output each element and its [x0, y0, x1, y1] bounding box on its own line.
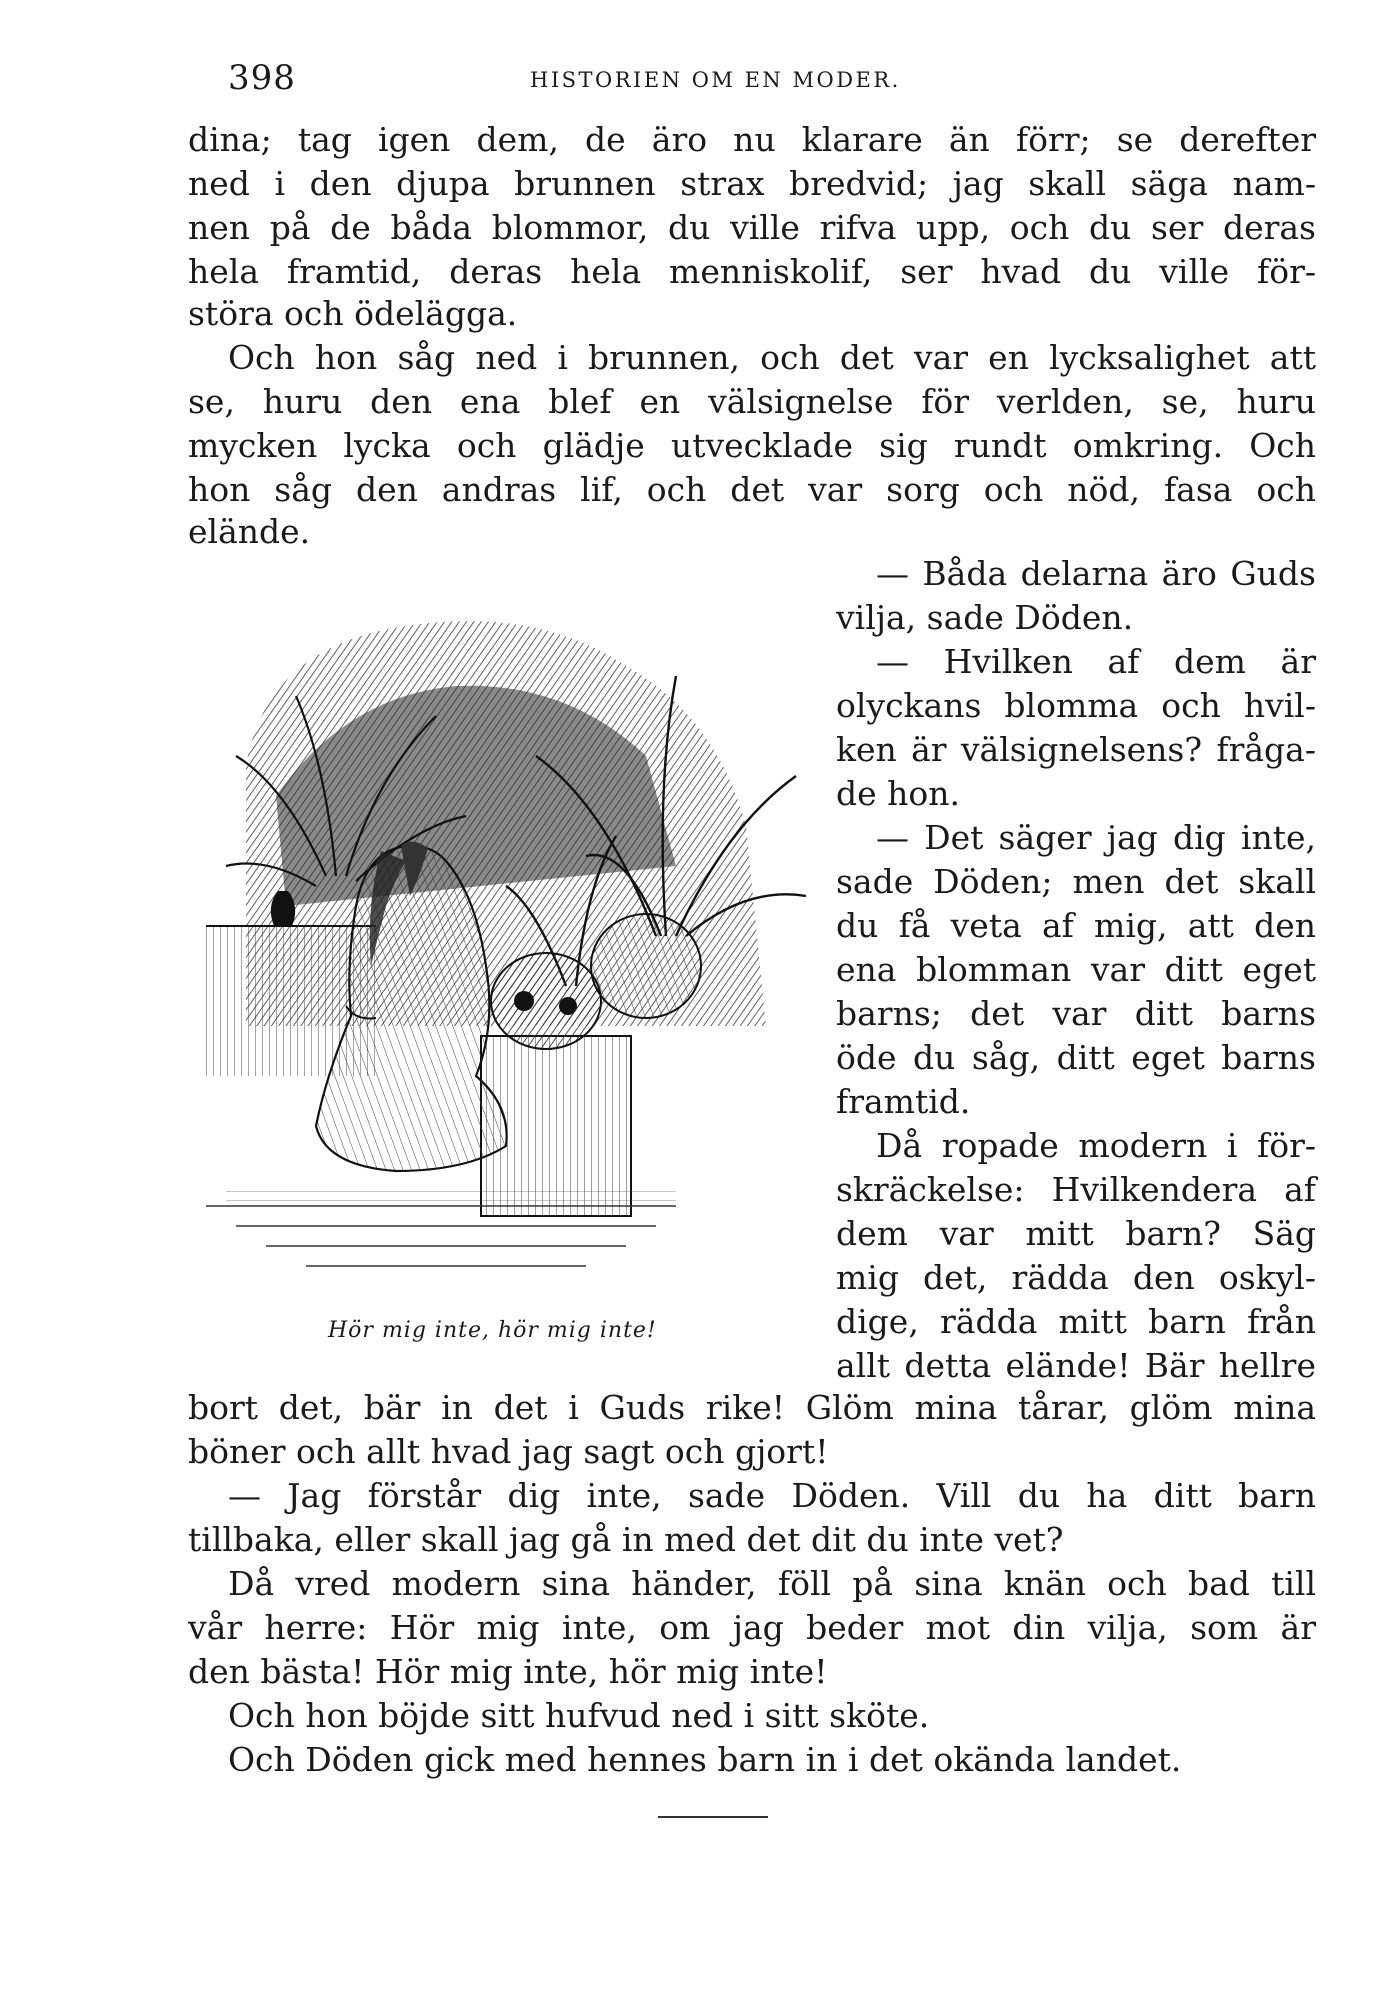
page-number: 398: [228, 58, 296, 98]
side-line: framtid.: [836, 1082, 971, 1121]
running-head: HISTORIEN OM EN MODER.: [530, 68, 901, 92]
illustration-caption: Hör mig inte, hör mig inte!: [328, 1318, 657, 1343]
side-line: — Det säger jag dig inte,: [876, 818, 1316, 857]
body-line: dina; tag igen dem, de äro nu klarare än förr; se derefter: [188, 120, 1316, 159]
body-line: böner och allt hvad jag sagt och gjort!: [188, 1432, 829, 1471]
side-line: vilja, sade Döden.: [836, 598, 1134, 637]
body-line: nen på de båda blommor, du ville rifva upp, och du ser deras: [188, 208, 1316, 247]
body-line: vår herre: Hör mig inte, om jag beder mot din vilja, som är: [188, 1608, 1316, 1647]
side-line: mig det, rädda den oskyl-: [836, 1258, 1316, 1297]
body-line: hon såg den andras lif, och det var sorg och nöd, fasa och: [188, 470, 1316, 509]
side-line: — Båda delarna äro Guds: [876, 554, 1316, 593]
side-line: olyckans blomma och hvil-: [836, 686, 1316, 725]
body-line: bort det, bär in det i Guds rike! Glöm mina tårar, glöm mina: [188, 1388, 1316, 1427]
body-line: — Jag förstår dig inte, sade Döden. Vill du ha ditt barn: [228, 1476, 1316, 1515]
body-line: Och hon böjde sitt hufvud ned i sitt sköte.: [228, 1696, 930, 1735]
body-line: se, huru den ena blef en välsignelse för verlden, se, huru: [188, 382, 1316, 421]
side-line: dem var mitt barn? Säg: [836, 1214, 1316, 1253]
body-line: tillbaka, eller skall jag gå in med det dit du inte vet?: [188, 1520, 1064, 1559]
side-line: du få veta af mig, att den: [836, 906, 1316, 945]
body-line: ned i den djupa brunnen strax bredvid; jag skall säga nam-: [188, 164, 1316, 203]
side-line: de hon.: [836, 774, 961, 813]
engraving-illustration: [206, 606, 826, 1286]
body-line: Och Döden gick med hennes barn in i det okända landet.: [228, 1740, 1182, 1779]
side-line: dige, rädda mitt barn från: [836, 1302, 1316, 1341]
body-line: den bästa! Hör mig inte, hör mig inte!: [188, 1652, 828, 1691]
side-line: — Hvilken af dem är: [876, 642, 1316, 681]
side-line: Då ropade modern i för-: [876, 1126, 1316, 1165]
body-line: störa och ödelägga.: [188, 294, 518, 333]
side-line: ena blomman var ditt eget: [836, 950, 1316, 989]
body-line: hela framtid, deras hela menniskolif, ser hvad du ville för-: [188, 252, 1316, 291]
side-line: barns; det var ditt barns: [836, 994, 1316, 1033]
body-line: mycken lycka och glädje utvecklade sig rundt omkring. Och: [188, 426, 1316, 465]
end-rule: [658, 1816, 768, 1818]
side-line: öde du såg, ditt eget barns: [836, 1038, 1316, 1077]
body-line: Då vred modern sina händer, föll på sina knän och bad till: [228, 1564, 1316, 1603]
body-line: Och hon såg ned i brunnen, och det var en lycksalighet att: [228, 338, 1316, 377]
side-line: ken är välsignelsens? fråga-: [836, 730, 1316, 769]
side-line: skräckelse: Hvilkendera af: [836, 1170, 1316, 1209]
page-header: [228, 58, 1328, 108]
side-line: allt detta elände! Bär hellre: [836, 1346, 1316, 1385]
side-line: sade Döden; men det skall: [836, 862, 1316, 901]
body-line: elände.: [188, 512, 311, 551]
